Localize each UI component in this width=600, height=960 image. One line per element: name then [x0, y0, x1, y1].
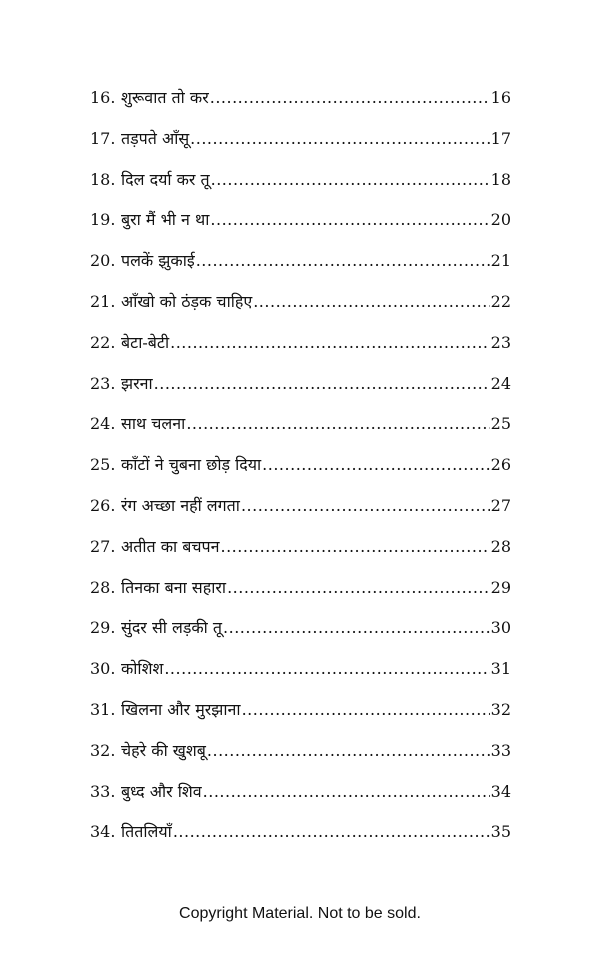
toc-entry[interactable]: [90, 168, 511, 209]
toc-dot-leader: [242, 700, 490, 719]
copyright-footer: Copyright Material. Not to be sold.: [179, 905, 421, 922]
toc-entry-number: 18.: [90, 169, 116, 189]
toc-entry-number: 16.: [90, 88, 116, 107]
toc-entry-page: 30: [490, 618, 511, 638]
toc-entry-number: 20.: [90, 251, 116, 271]
toc-entry-number: 28.: [90, 577, 116, 597]
toc-dot-leader: [241, 496, 490, 515]
toc-dot-leader: [223, 618, 490, 637]
toc-entry-title: काँटों ने चुबना छोड़ दिया: [121, 455, 262, 475]
toc-entry-page: 24: [490, 373, 511, 393]
toc-entry-page: 34: [490, 781, 511, 801]
toc-entry[interactable]: [90, 576, 511, 617]
toc-entry-page: 29: [490, 577, 511, 597]
toc-entry-number: 34.: [90, 822, 116, 842]
toc-entry-title: कोशिश: [121, 659, 164, 679]
toc-entry[interactable]: [90, 372, 511, 413]
toc-entry-page: 23: [490, 332, 511, 352]
toc-entry-title: तड़पते आँसू: [121, 128, 190, 148]
toc-dot-leader: [210, 88, 490, 107]
toc-entry-title: तिनका बना सहारा: [121, 577, 227, 597]
toc-entry[interactable]: [90, 657, 511, 698]
toc-dot-leader: [207, 741, 490, 760]
toc-dot-leader: [253, 292, 489, 311]
toc-entry[interactable]: [90, 494, 511, 535]
toc-entry-number: 19.: [90, 210, 116, 230]
toc-entry[interactable]: [90, 820, 511, 861]
toc-entry-page: 17: [490, 128, 511, 148]
toc-dot-leader: [164, 659, 489, 678]
toc-dot-leader: [170, 333, 490, 352]
toc-entry-page: 18: [490, 169, 511, 189]
toc-entry[interactable]: [90, 86, 511, 127]
toc-dot-leader: [203, 782, 490, 801]
toc-entry-number: 33.: [90, 781, 116, 801]
toc-entry-title: झरना: [121, 373, 153, 393]
toc-entry-number: 32.: [90, 740, 116, 760]
toc-entry-title: अतीत का बचपन: [121, 536, 220, 556]
toc-dot-leader: [211, 170, 490, 189]
toc-entry-number: 29.: [90, 618, 116, 638]
toc-entry-page: 32: [490, 699, 511, 719]
toc-entry-page: 25: [490, 414, 511, 434]
toc-entry-title: सुंदर सी लड़की तू: [121, 618, 223, 638]
toc-entry-number: 25.: [90, 455, 116, 475]
toc-entry-title: साथ चलना: [121, 414, 186, 434]
toc-entry-number: 26.: [90, 495, 116, 515]
toc-entry-title: आँखो को ठंड़क चाहिए: [121, 291, 253, 311]
toc-entry-page: 16: [490, 88, 511, 107]
toc-entry-page: 33: [490, 740, 511, 760]
toc-entry-page: 22: [490, 291, 511, 311]
toc-entry[interactable]: [90, 453, 511, 494]
toc-entry[interactable]: [90, 208, 511, 249]
toc-entry[interactable]: [90, 127, 511, 168]
toc-entry-title: चेहरे की खुशबू: [121, 740, 206, 760]
toc-entry-title: बुध्द और शिव: [121, 781, 202, 801]
toc-entry-number: 24.: [90, 414, 116, 434]
toc-entry[interactable]: [90, 739, 511, 780]
toc-entry[interactable]: [90, 698, 511, 739]
toc-entry[interactable]: [90, 412, 511, 453]
toc-entry-number: 27.: [90, 536, 116, 556]
toc-dot-leader: [173, 822, 490, 841]
toc-entry-number: 30.: [90, 659, 116, 679]
toc-dot-leader: [210, 210, 489, 229]
toc-entry-page: 20: [490, 210, 511, 230]
toc-dot-leader: [262, 455, 489, 474]
toc-entry-title: दिल दर्या कर तू: [121, 169, 210, 189]
toc-entry-title: बुरा मैं भी न था: [121, 210, 210, 230]
toc-entry-title: रंग अच्छा नहीं लगता: [121, 495, 240, 515]
toc-dot-leader: [220, 537, 489, 556]
toc-entry-page: 21: [490, 251, 511, 271]
toc-entry-number: 31.: [90, 699, 116, 719]
table-of-contents: [90, 86, 511, 861]
toc-dot-leader: [154, 374, 490, 393]
toc-entry[interactable]: [90, 290, 511, 331]
toc-entry-title: शुरूवात तो कर: [121, 88, 209, 107]
toc-entry-title: पलकें झुकाई: [121, 251, 195, 271]
toc-entry-title: बेटा-बेटी: [121, 332, 170, 352]
toc-entry-page: 35: [490, 822, 511, 842]
toc-entry-number: 23.: [90, 373, 116, 393]
toc-entry[interactable]: [90, 535, 511, 576]
toc-entry-page: 31: [490, 659, 511, 679]
toc-entry-title: तितलियाँ: [121, 822, 172, 842]
toc-entry-number: 21.: [90, 291, 116, 311]
toc-entry-number: 22.: [90, 332, 116, 352]
toc-entry-page: 26: [490, 455, 511, 475]
toc-entry-title: खिलना और मुरझाना: [121, 699, 241, 719]
toc-entry-page: 27: [490, 495, 511, 515]
toc-dot-leader: [190, 129, 489, 148]
toc-dot-leader: [227, 578, 490, 597]
toc-entry[interactable]: [90, 331, 511, 372]
toc-entry-page: 28: [490, 536, 511, 556]
toc-dot-leader: [186, 414, 489, 433]
toc-dot-leader: [196, 251, 490, 270]
toc-entry-number: 17.: [90, 128, 116, 148]
toc-entry[interactable]: [90, 616, 511, 657]
toc-entry[interactable]: [90, 780, 511, 821]
toc-entry[interactable]: [90, 249, 511, 290]
